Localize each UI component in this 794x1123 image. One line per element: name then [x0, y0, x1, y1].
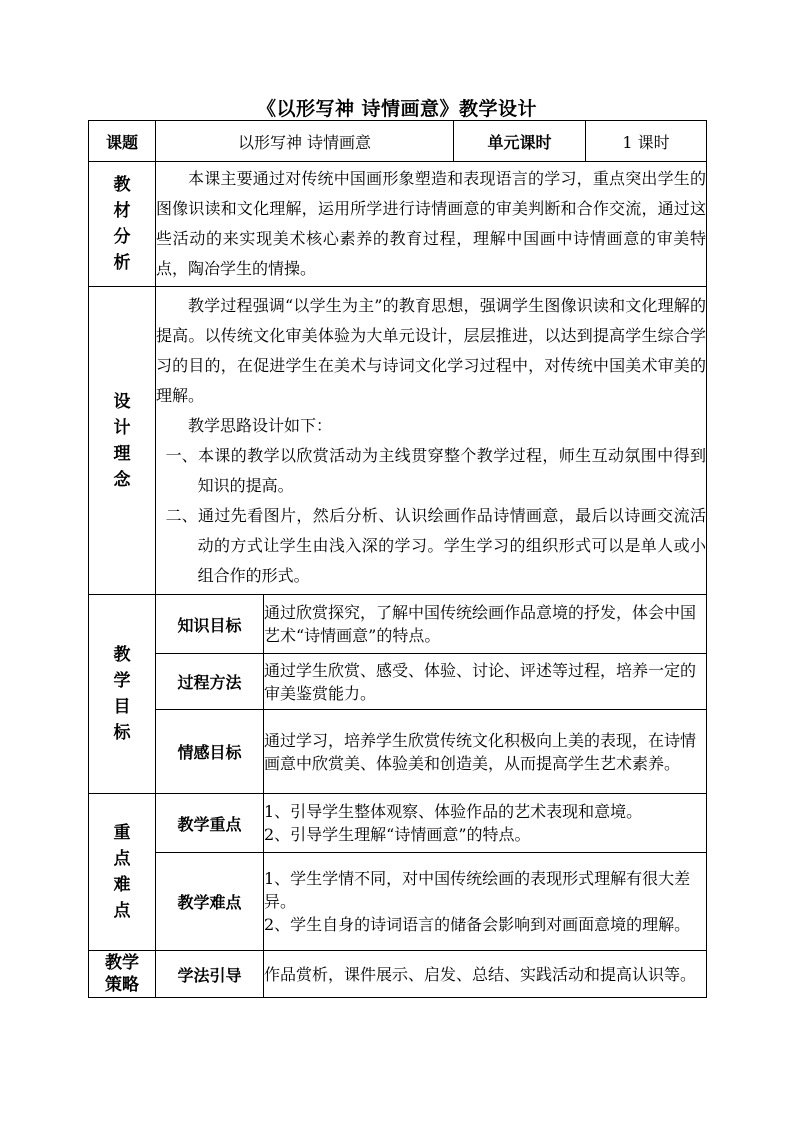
material-text: 本课主要通过对传统中国画形象塑造和表现语言的学习，重点突出学生的图像识读和文化理解，运用所学进行诗情画意的审美判断和合作交流，通过这些活动的来实现美术核心素养的教育过程，理解中国画中诗情画意的审美特点，陶冶学生的情操。: [156, 162, 707, 287]
design-intro: 教学思路设计如下：: [188, 415, 333, 435]
difficulty-row: [89, 853, 707, 951]
material-label: 教 材 分 析: [89, 162, 156, 287]
difficulty-name: 教学难点: [156, 853, 264, 951]
lesson-plan-table: [88, 120, 707, 998]
design-label: 设 计 理 念: [89, 287, 156, 595]
difficulty-text: 1、学生学情不同，对中国传统绘画的表现形式理解有很大差异。 2、学生自身的诗词语言的储备会影响到对画面意境的理解。: [264, 853, 707, 951]
goal-row: [89, 654, 707, 710]
unit-value: 1 课时: [586, 121, 707, 162]
focus-text: 1、引导学生整体观察、体验作品的艺术表现和意境。 2、引导学生理解“诗情画意”的特点。: [264, 794, 707, 853]
goals-label: 教 学 目 标: [89, 595, 156, 794]
topic-value: 以形写神 诗情画意: [156, 121, 454, 162]
strategy-label: 教学 策略: [89, 951, 156, 998]
focus-row: [89, 794, 707, 853]
header-row: [89, 121, 707, 162]
unit-label: 单元课时: [454, 121, 586, 162]
design-item: 二、通过先看图片，然后分析、认识绘画作品诗情画意，最后以诗画交流活动的方式让学生由浅入深的学习。学生学习的组织形式可以是单人或小组合作的形式。: [165, 505, 706, 585]
goal-text: 通过欣赏探究，了解中国传统绘画作品意境的抒发，体会中国艺术“诗情画意”的特点。: [264, 595, 707, 654]
goal-name: 过程方法: [156, 654, 264, 710]
keypoints-label: 重 点 难 点: [89, 794, 156, 951]
goal-row: [89, 710, 707, 794]
design-row: [89, 287, 707, 595]
focus-name: 教学重点: [156, 794, 264, 853]
design-text: [156, 287, 707, 595]
goal-name: 情感目标: [156, 710, 264, 794]
goal-text: 通过学习，培养学生欣赏传统文化积极向上美的表现，在诗情画意中欣赏美、体验美和创造美，从而提高学生艺术素养。: [264, 710, 707, 794]
goal-row: [89, 595, 707, 654]
design-paragraph: 教学过程强调“以学生为主”的教育思想，强调学生图像识读和文化理解的提高。以传统文化审美体验为大单元设计，层层推进，以达到提高学生综合学习的目的，在促进学生在美术与诗词文化学习过程中，对传统中国美术审美的理解。: [156, 295, 706, 405]
design-item: 一、本课的教学以欣赏活动为主线贯穿整个教学过程，师生互动氛围中得到知识的提高。: [165, 445, 706, 495]
goal-name: 知识目标: [156, 595, 264, 654]
document-title: 《以形写神 诗情画意》教学设计: [256, 98, 538, 120]
topic-label: 课题: [89, 121, 156, 162]
strategy-row: [89, 951, 707, 998]
strategy-name: 学法引导: [156, 951, 264, 998]
material-row: [89, 162, 707, 287]
strategy-text: 作品赏析，课件展示、启发、总结、实践活动和提高认识等。: [264, 951, 707, 998]
goal-text: 通过学生欣赏、感受、体验、讨论、评述等过程，培养一定的审美鉴赏能力。: [264, 654, 707, 710]
